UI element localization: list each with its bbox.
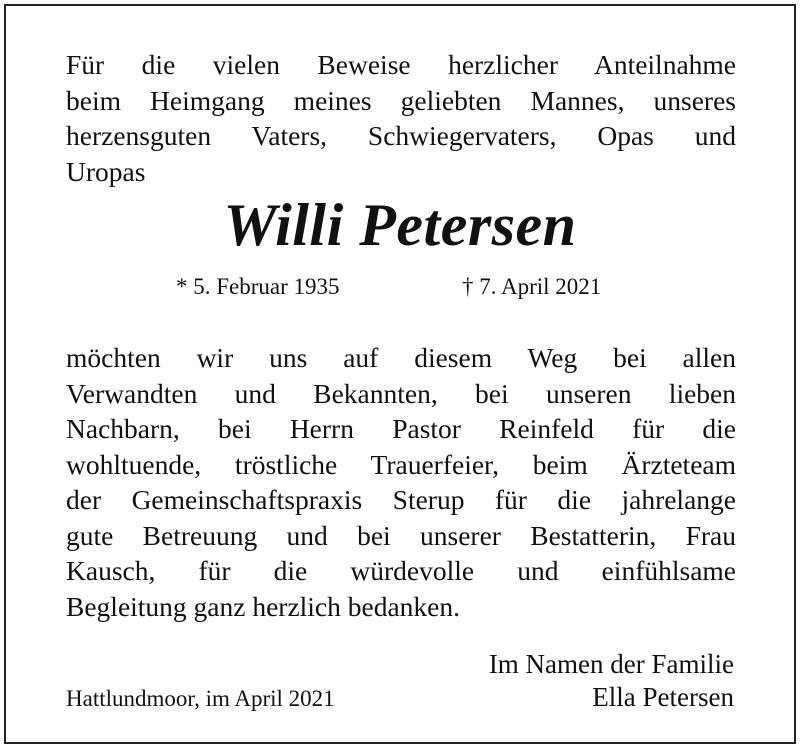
body-line: gute Betreuung und bei unserer Bestatterin, Frau — [66, 519, 736, 551]
intro-line: Uropas — [66, 155, 146, 187]
deceased-name: Willi Petersen — [223, 192, 577, 258]
body-line: Nachbarn, bei Herrn Pastor Reinfeld für die — [66, 413, 736, 444]
body-line: wohltuende, tröstliche Trauerfeier, beim Ärzteteam — [66, 448, 736, 480]
signature-name: Ella Petersen — [592, 682, 734, 712]
body-line: der Gemeinschaftspraxis Sterup für die jahrelange — [66, 484, 736, 515]
birth-date: * 5. Februar 1935 — [176, 274, 340, 299]
signature-family: Im Namen der Familie — [488, 649, 734, 679]
intro-line: beim Heimgang meines geliebten Mannes, unseres — [66, 84, 736, 116]
place-date: Hattlundmoor, im April 2021 — [66, 686, 335, 711]
intro-line: Für die vielen Beweise herzlicher Anteilnahme — [66, 49, 736, 80]
body-line: Begleitung ganz herzlich bedanken. — [66, 590, 461, 622]
body-line: Verwandten und Bekannten, bei unseren lieben — [66, 377, 736, 409]
intro-line: herzensguten Vaters, Schwiegervaters, Opas und — [66, 120, 736, 151]
body-line: möchten wir uns auf diesem Weg bei allen — [66, 342, 736, 373]
death-date: † 7. April 2021 — [462, 274, 602, 299]
body-paragraph — [66, 340, 736, 624]
intro-paragraph — [66, 47, 736, 189]
body-line: Kausch, für die würdevolle und einfühlsame — [66, 555, 736, 586]
